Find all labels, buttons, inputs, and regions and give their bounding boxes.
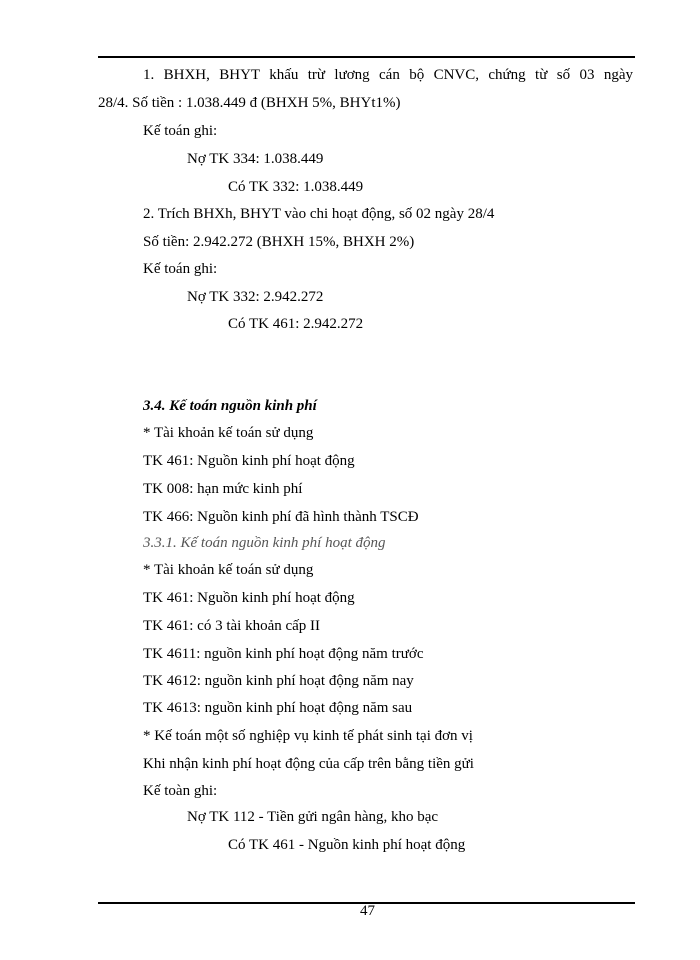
entry1-line2: 28/4. Số tiền : 1.038.449 đ (BHXH 5%, BHYt1%) (98, 95, 401, 111)
page-number: 47 (360, 903, 375, 919)
subsection-heading: 3.3.1. Kế toán nguồn kinh phí hoạt động (143, 535, 386, 551)
entry2-line1: 2. Trích BHXh, BHYT vào chi hoạt động, số 02 ngày 28/4 (143, 206, 495, 222)
subsection-line: Kế toàn ghi: (143, 783, 218, 799)
entry1-line1: 1. BHXH, BHYT khấu trừ lương cán bộ CNVC, chứng từ số 03 ngày (143, 67, 633, 83)
entry1-accounting-label: Kế toán ghi: (143, 123, 218, 139)
subsection-line: TK 461: Nguồn kinh phí hoạt động (143, 590, 355, 606)
section-account-line: TK 461: Nguồn kinh phí hoạt động (143, 453, 355, 469)
subsection-line: TK 4612: nguồn kinh phí hoạt động năm nay (143, 673, 414, 689)
subsection-line: TK 4613: nguồn kinh phí hoạt động năm sau (143, 700, 413, 716)
section-accounts-title: * Tài khoản kế toán sử dụng (143, 425, 314, 441)
subsection-line: TK 461: có 3 tài khoản cấp II (143, 618, 321, 634)
section-heading: 3.4. Kế toán nguồn kinh phí (143, 398, 317, 414)
subsection-accounts-title: * Tài khoản kế toán sử dụng (143, 562, 314, 578)
entry2-accounting-label: Kế toán ghi: (143, 261, 218, 277)
entry2-credit: Có TK 461: 2.942.272 (228, 316, 364, 332)
subsection-line: TK 4611: nguồn kinh phí hoạt động năm trước (143, 646, 424, 662)
entry2-debit: Nợ TK 332: 2.942.272 (187, 289, 324, 305)
subsection-line: * Kế toán một số nghiệp vụ kinh tế phát sinh tại đơn vị (143, 728, 473, 744)
entry1-credit: Có TK 332: 1.038.449 (228, 179, 364, 195)
subsection-credit: Có TK 461 - Nguồn kinh phí hoạt động (228, 837, 466, 853)
section-account-line: TK 008: hạn mức kinh phí (143, 481, 303, 497)
header-rule (98, 56, 635, 58)
entry1-debit: Nợ TK 334: 1.038.449 (187, 151, 324, 167)
subsection-line: Khi nhận kinh phí hoạt động của cấp trên bằng tiền gửi (143, 756, 474, 772)
section-account-line: TK 466: Nguồn kinh phí đã hình thành TSCĐ (143, 509, 419, 525)
entry2-line2: Số tiền: 2.942.272 (BHXH 15%, BHXH 2%) (143, 234, 415, 250)
subsection-debit: Nợ TK 112 - Tiền gửi ngân hàng, kho bạc (187, 809, 439, 825)
